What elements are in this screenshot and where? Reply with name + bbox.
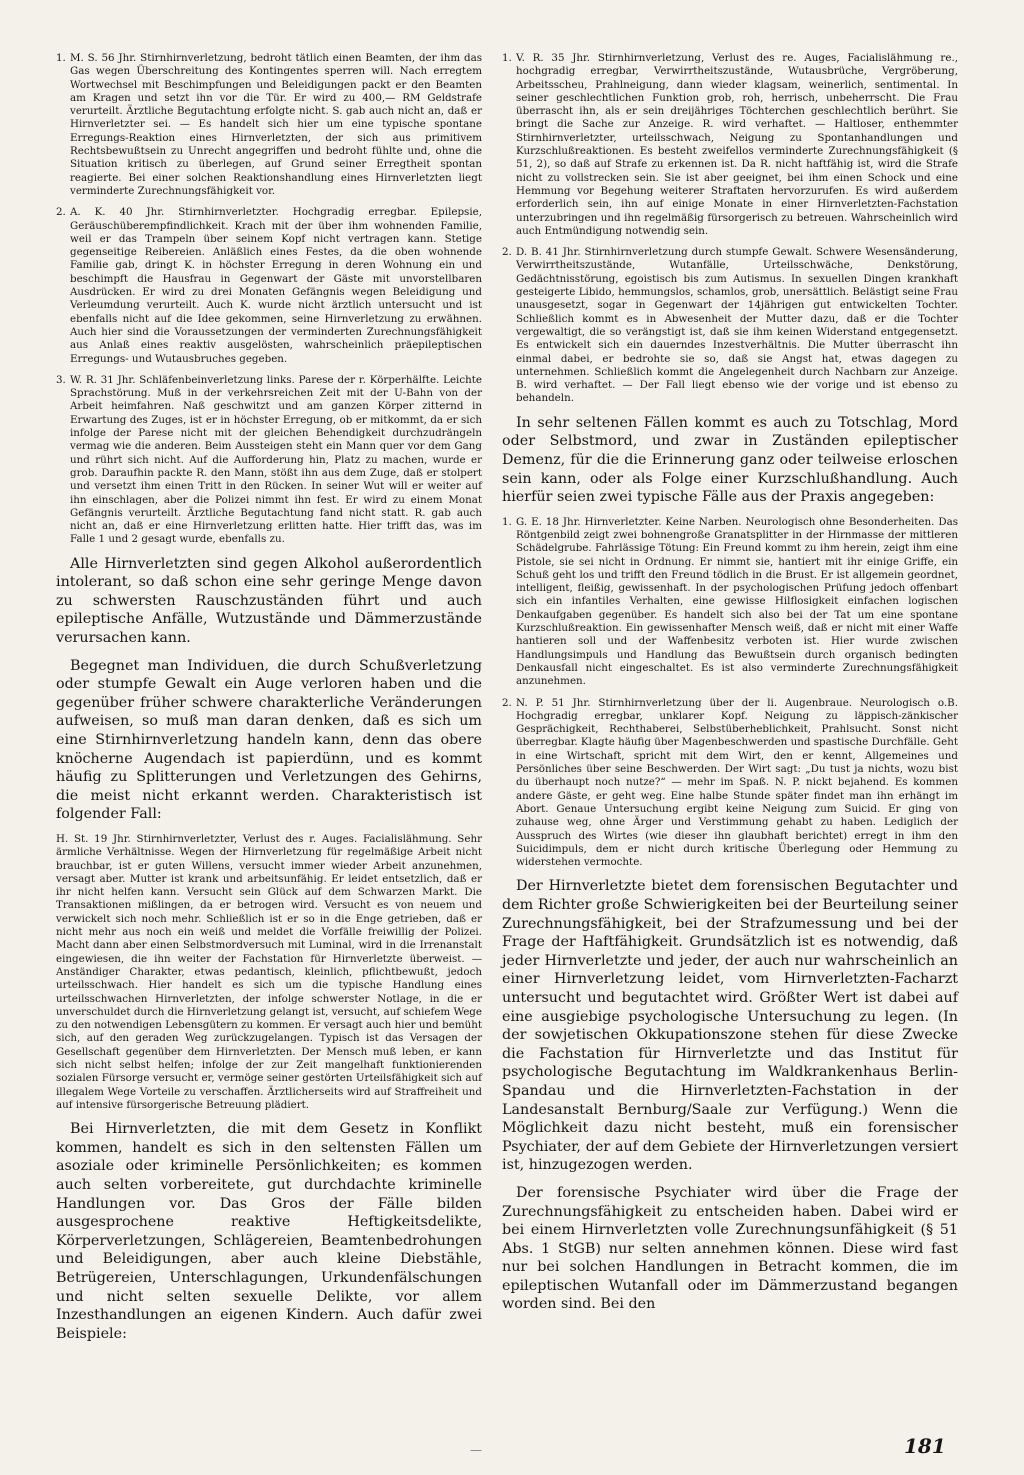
case-text: A. K. 40 Jhr. Stirnhirnverletzter. Hochgradig erregbar. Epilepsie, Geräuschüberempfindlichkeit. Krach mit der über ihm wohnenden Familie, weil er das Trampeln über seinem Kopf nicht vertragen kann. Stetige gegenseitige Reibereien. Anläßlich eines Festes, da die oben wohnende Familie gab, dringt K. in höchster Erregung in deren Wohnung ein und beschimpft die Hausfrau in Gegenwart der Gäste mit unvorstellbaren Ausdrücken. Er wird zu drei Monaten Gefängnis wegen Beleidigung und Verleumdung verurteilt. Auch K. wurde nicht ärztlich untersucht und ist ebenfalls nicht auf die Idee gekommen, seine Hirnverletzung zu erwähnen. Auch hier sind die Voraussetzungen der verminderten Zurechnungsfähigkeit aus Anlaß eines reaktiv ausgelösten, wahrscheinlich präepileptischen Erregungs- und Wutausbruches gegeben. <box>70 206 482 365</box>
case-item <box>502 246 958 406</box>
case-item <box>56 206 482 366</box>
page-number: 181 <box>904 1434 946 1458</box>
right-column <box>502 52 958 1323</box>
body-paragraph: Bei Hirnverletzten, die mit dem Gesetz in Konflikt kommen, handelt es sich in den seltensten Fällen um asoziale oder kriminelle Persönlichkeiten; es kommen auch selten vorbereitete, gut durchdachte kriminelle Handlungen vor. Das Gros der Fälle bilden ausgesprochene reaktive Heftigkeitsdelikte, Körperverletzungen, Schlägereien, Beamtenbedrohungen und Beleidigungen, aber auch kleine Diebstähle, Betrügereien, Unterschlagungen, Urkundenfälschungen und nicht selten sexuelle Delikte, vor allem Inzesthandlungen an eigenen Kindern. Auch dafür zwei Beispiele: <box>56 1121 482 1342</box>
body-paragraph: In sehr seltenen Fällen kommt es auch zu Totschlag, Mord oder Selbstmord, und zwar in Zuständen epileptischer Demenz, für die die Erinnerung ganz oder teilweise erloschen sein kann, oder als Folge einer Kurzschlußhandlung. Auch hierfür seien zwei typische Fälle aus der Praxis angegeben: <box>502 414 958 506</box>
case-number: 1. <box>502 52 512 64</box>
body-paragraph: Der forensische Psychiater wird über die Frage der Zurechnungsfähigkeit zu entscheiden haben. Dabei wird er bei einem Hirnverletzten volle Zurechnungsunfähigkeit (§ 51 Abs. 1 StGB) nur selten annehmen können. Diese wird fast nur bei solchen Handlungen in Betracht kommen, die im epileptischen Wutanfall oder im Dämmerzustand begangen worden sind. Bei den <box>502 1184 958 1313</box>
case-number: 2. <box>502 246 512 259</box>
case-item <box>56 374 482 547</box>
case-number: 1. <box>56 52 66 64</box>
bottom-mark: — <box>470 1443 482 1457</box>
body-paragraph: Alle Hirnverletzten sind gegen Alkohol außerordentlich intolerant, so daß schon eine sehr geringe Menge davon zu schwersten Rauschzuständen führt und auch epileptische Anfälle, Wutzustände und Dämmerzustände verursachen kann. <box>56 555 482 647</box>
case-item <box>502 697 958 870</box>
case-text: D. B. 41 Jhr. Stirnhirnverletzung durch stumpfe Gewalt. Schwere Wesensänderung, Verwirrtheitszustände, Wutanfälle, Urteilsschwäche, Denkstörung, Gedächtnisstörung, egoistisch bis zum Autismus. In sexuellen Dingen krankhaft gesteigerte Libido, hemmungslos, schamlos, grob, unersättlich. Belästigt seine Frau unausgesetzt, sogar in Gegenwart der 14jährigen gut entwickelten Tochter. Schließlich kommt es in Abwesenheit der Mutter dazu, daß er die Tochter vergewaltigt, die so verängstigt ist, daß sie ihm keinen Widerstand entgegensetzt. Es entwickelt sich ein dauerndes Inzestverhältnis. Die Mutter überrascht ihn einmal dabei, er bedrohte sie so, daß sie Angst hat, etwas dagegen zu unternehmen. Schließlich kommt die Angelegenheit durch Nachbarn zur Anzeige. B. wird verhaftet. — Der Fall liegt ebenso wie der vorige und ist ebenso zu behandeln. <box>516 246 958 405</box>
case-text: W. R. 31 Jhr. Schläfenbeinverletzung links. Parese der r. Körperhälfte. Leichte Sprachstörung. Muß in der verkehrsreichen Zeit mit der U-Bahn von der Arbeit heimfahren. Naß geschwitzt und am ganzen Körper zitternd in Erwartung des Zuges, ist er in höchster Erregung, ob er mitkommt, da er sich infolge der Parese nicht mit der gleichen Behendigkeit durchzudrängeln vermag wie die anderen. Beim Aussteigen steht ein Mann quer vor dem Gang und rührt sich nicht. Auf die Aufforderung hin, Platz zu machen, wurde er grob. Daraufhin packte R. den Mann, stößt ihn aus dem Zuge, daß er stolpert und versetzt ihm einen Tritt in den Rücken. In seiner Wut will er weiter auf ihn einschlagen, aber die Polizei nimmt ihn fest. Er wird zu einem Monat Gefängnis verurteilt. Ärztliche Begutachtung fand nicht statt. R. gab auch nicht an, daß er eine Hirnverletzung erlitten hatte. Hier trifft das, was im Falle 1 und 2 gesagt wurde, ebenfalls zu. <box>70 373 482 546</box>
case-text: M. S. 56 Jhr. Stirnhirnverletzung, bedroht tätlich einen Beamten, der ihm das Gas wegen Überschreitung des Kontingentes sperren will. Nach erregtem Wortwechsel mit Beschimpfungen und Beleidigungen packt er den Beamten am Kragen und setzt ihn vor die Tür. Er wird zu 400,— RM Geldstrafe verurteilt. Ärztliche Begutachtung erfolgte nicht. S. gab auch nicht an, daß er Hirnverletzter sei. — Es handelt sich hier um eine typische spontane Erregungs-Reaktion eines Hirnverletzten, der sich aus primitivem Rechtsbewußtsein zu Unrecht angegriffen und bedroht fühlte und, ohne die Situation kritisch zu überlegen, auf Grund seiner Erregtheit spontan reagierte. Bei einer solchen Reaktionshandlung eines Hirnverletzten liegt verminderte Zurechnungsfähigkeit vor. <box>70 52 482 197</box>
case-text: N. P. 51 Jhr. Stirnhirnverletzung über der li. Augenbraue. Neurologisch o.B. Hochgradig erregbar, unklarer Kopf. Neigung zu läppisch-zänkischer Gesprächigkeit, Rechthaberei, Selbstüberheblichkeit, Prahlsucht. Sonst nicht überregbar. Klagte häufig über Magenbeschwerden und spastische Durchfälle. Geht in eine Wirtschaft, spricht mit dem Wirt, den er kennt, Allgemeines und Persönliches über seine Beschwerden. Der Wirt sagt: „Du tust ja nichts, wozu bist du überhaupt noch nutze?“ — mehr im Spaß. N. P. nickt bejahend. Es kommen andere Gäste, er geht weg. Eine halbe Stunde später findet man ihn erhängt im Abort. Genaue Untersuchung ergibt keine Neigung zum Suicid. Er ging von zuhause weg, ohne Ärger und Verstimmung gehabt zu haben. Lediglich der Ausspruch des Wirtes (wie dieser ihn glaubhaft berichtet) erregt in ihm den Suicidimpuls, dem er nicht durch kritische Überlegung oder Hemmung zu widerstehen vermochte. <box>516 696 958 869</box>
case-item <box>56 52 482 198</box>
case-number: 3. <box>56 373 66 386</box>
case-text: H. St. 19 Jhr. Stirnhirnverletzter, Verlust des r. Auges. Facialislähmung. Sehr ärmliche Verhältnisse. Wegen der Hirnverletzung für regelmäßige Arbeit nicht brauchbar, ist er guten Willens, versucht immer wieder Arbeit anzunehmen, versagt aber. Mutter ist krank und arbeitsunfähig. Er leidet entsetzlich, daß er ihr nicht helfen kann. Versucht sein Glück auf dem Schwarzen Markt. Die Transaktionen mißlingen, da er betrogen wird. Versucht es von neuem und verwickelt sich noch mehr. Schließlich ist er so in die Enge getrieben, daß er nicht mehr aus noch ein weiß und meldet die Vorfälle freiwillig der Polizei. Macht dann aber einen Selbstmordversuch mit Luminal, wird in die Irrenanstalt eingewiesen, die ihn weiter der Fachstation für Hirnverletzte überweist. — Anständiger Charakter, etwas pedantisch, kleinlich, pflichtbewußt, jedoch urteilsschwach. Hier handelt es sich um die typische Handlung eines urteilsschwachen Hirnverletzten, der infolge schwerster Notlage, in die er unverschuldet durch die Hirnverletzung gelangt ist, versucht, auf schiefem Wege zu den notwendigen Lebensgütern zu kommen. Er versagt auch hier und bemüht sich, auf den geraden Weg zurückzugelangen. Typisch ist das Versagen der Gesellschaft gegenüber dem Hirnverletzten. Der Mensch muß leben, er kann sich nicht selbst helfen; infolge der zur Zeit mangelhaft funktionierenden sozialen Fürsorge versucht er, vermöge seiner gestörten Urteilsfähigkeit sich auf illegalem Wege Vorteile zu verschaffen. Ärztlicherseits wird auf Straffreiheit und auf intensive fürsorgerische Betreuung plädiert. <box>56 833 482 1111</box>
case-item <box>502 516 958 689</box>
case-number: 2. <box>502 696 512 709</box>
left-column <box>56 52 482 1352</box>
case-item <box>502 52 958 238</box>
body-paragraph: Begegnet man Individuen, die durch Schußverletzung oder stumpfe Gewalt ein Auge verloren haben und die gegenüber früher schwere charakterliche Veränderungen aufweisen, so muß man daran denken, daß es sich um eine Stirnhirnverletzung handeln kann, denn das obere knöcherne Augendach ist papierdünn, und es kommt häufig zu Splitterungen und Verletzungen des Gehirns, die meist nicht erkannt werden. Charakteristisch ist folgender Fall: <box>56 657 482 823</box>
case-item <box>56 833 482 1112</box>
case-text: V. R. 35 Jhr. Stirnhirnverletzung, Verlust des re. Auges, Facialislähmung re., hochgradig erregbar, Verwirrtheitszustände, Wutausbrüche, Vergröberung, Arbeitsscheu, Prahlneigung, dann wieder klagsam, weinerlich, sentimental. In seiner geschlechtlichen Funktion grob, roh, herrisch, unbeherrscht. Die Frau überrascht ihn, als er sein dreijähriges Töchterchen geschlechtlich berührt. Sie bringt die Sache zur Anzeige. R. wird verhaftet. — Haltloser, enthemmter Stirnhirnverletzter, urteilsschwach, Neigung zu Spontanhandlungen und Kurzschlußreaktionen. Es besteht zweifellos verminderte Zurechnungsfähigkeit (§ 51, 2), so daß auf Strafe zu erkennen ist. Da R. nicht haftfähig ist, wird die Strafe nicht zu vollstrecken sein. Sie ist aber geeignet, bei ihm einen Schock und eine Hemmung vor Begehung weiterer Straftaten hervorzurufen. Es wird außerdem erforderlich sein, ihn auf einige Monate in einer Hirnverletzten-Fachstation unterzubringen und ihn regelmäßig fürsorgerisch zu betreuen. Wahrscheinlich wird auch Entmündigung notwendig sein. <box>516 52 958 237</box>
case-text: G. E. 18 Jhr. Hirnverletzter. Keine Narben. Neurologisch ohne Besonderheiten. Das Röntgenbild zeigt zwei bohnengroße Granatsplitter in der Hirnmasse der mittleren Schädelgrube. Fahrlässige Tötung: Ein Freund kommt zu ihm herein, zeigt ihm eine Pistole, sie sei nicht in Ordnung. Er nimmt sie, hantiert mit ihr einige Griffe, ein Schuß geht los und trifft den Freund tödlich in die Brust. Er ist allgemein geordnet, intelligent, fleißig, gewissenhaft. In der psychologischen Prüfung jedoch offenbart sich ein infantiles Verhalten, eine gewisse Hilflosigkeit einfachen logischen Denkaufgaben gegenüber. Es handelt sich also bei der Tat um eine spontane Kurzschlußreaktion. Ein gewissenhafter Mensch weiß, daß er nicht mit einer Waffe hantieren soll und der Waffenbesitz verboten ist. Hier wurde zwischen Handlungsimpuls und Handlung das Bewußtsein durch organisch bedingten Denkausfall nicht eingeschaltet. Es ist also verminderte Zurechnungsfähigkeit anzunehmen. <box>516 515 958 688</box>
body-paragraph: Der Hirnverletzte bietet dem forensischen Begutachter und dem Richter große Schwierigkeiten bei der Beurteilung seiner Zurechnungsfähigkeit, bei der Strafzumessung und bei der Frage der Haftfähigkeit. Grundsätzlich ist es notwendig, daß jeder Hirnverletzte und jeder, der auch nur wahrscheinlich an einer Hirnverletzung leidet, vom Hirnverletzten-Facharzt untersucht und begutachtet wird. Größter Wert ist dabei auf eine ausgiebige psychologische Untersuchung zu legen. (In der sowjetischen Okkupationszone stehen für diese Zwecke die Fachstation für Hirnverletzte und das Institut für psychologische Begutachtung im Waldkrankenhaus Berlin-Spandau und die Hirnverletzten-Fachstation in der Landesanstalt Bernburg/Saale zur Verfügung.) Wenn die Möglichkeit dazu nicht besteht, muß ein forensischer Psychiater, der auf dem Gebiete der Hirnverletzungen versiert ist, hinzugezogen werden. <box>502 878 958 1174</box>
case-number: 2. <box>56 206 66 219</box>
case-number: 1. <box>502 515 512 528</box>
